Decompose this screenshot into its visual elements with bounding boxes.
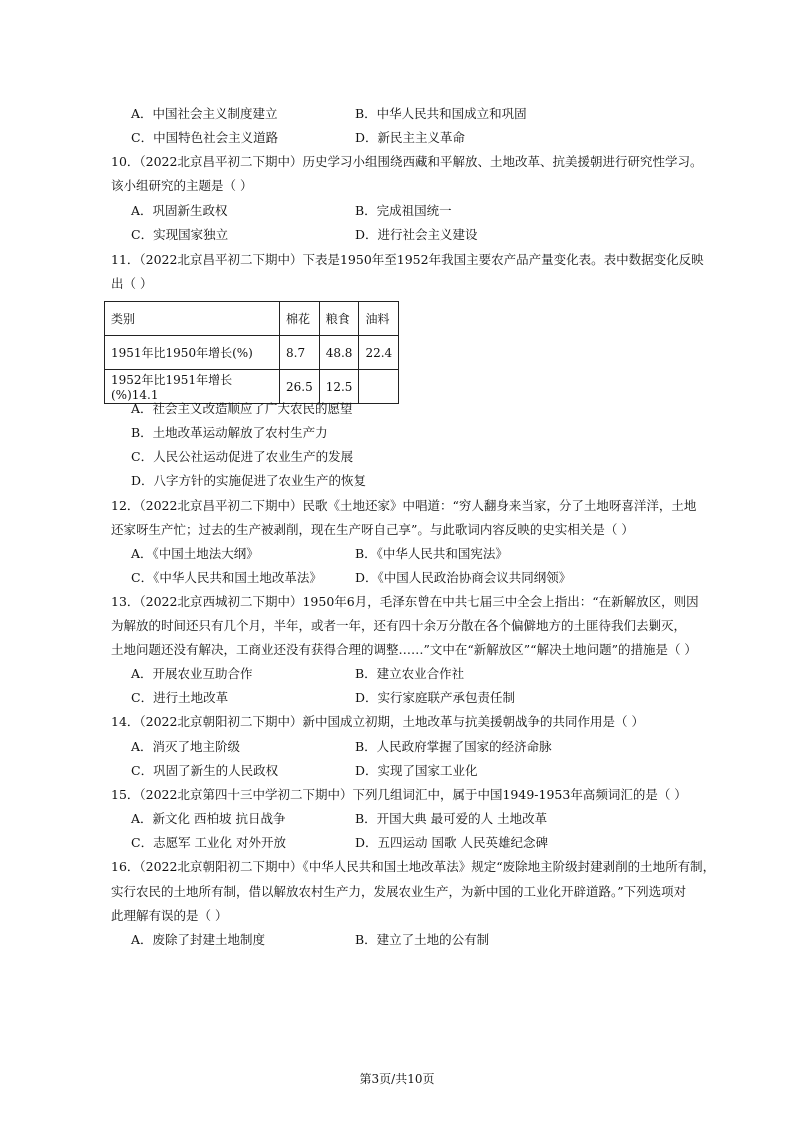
q11-option-c: C．人民公社运动促进了农业生产的发展: [131, 449, 354, 464]
table-row: [105, 370, 399, 404]
table-cell: 8.7: [280, 336, 320, 370]
q13-option-b: B．建立农业合作社: [355, 666, 465, 681]
q11-data-table: [104, 301, 399, 404]
q14-option-d: D．实现了国家工业化: [355, 763, 478, 778]
q12-stem-line2: 还家呀生产忙；过去的生产被剥削，现在生产呀自己享”。与此歌词内容反映的史实相关是（ ）: [111, 522, 634, 537]
q10-stem-line2: 该小组研究的主题是（ ）: [111, 178, 253, 193]
q11-option-d: D．八字方针的实施促进了农业生产的恢复: [131, 473, 367, 488]
q16-option-a: A．废除了封建土地制度: [131, 932, 266, 947]
q10-option-d: D．进行社会主义建设: [355, 227, 478, 242]
table-cell: 12.5: [319, 370, 359, 404]
q11-option-a: A．社会主义改造顺应了广大农民的愿望: [131, 401, 353, 416]
q15-option-d: D．五四运动 国歌 人民英雄纪念碑: [355, 835, 548, 850]
q13-stem-line1: 13．（2022北京西城初二下期中）1950年6月，毛泽东曾在中共七届三中全会上指出：“在新解放区，则因: [111, 594, 699, 609]
q9-option-b: B．中华人民共和国成立和巩固: [355, 106, 527, 121]
q14-option-a: A．消灭了地主阶级: [131, 739, 241, 754]
q9-option-d: D．新民主主义革命: [355, 130, 466, 145]
q14-option-b: B．人民政府掌握了国家的经济命脉: [355, 739, 552, 754]
q12-option-c: C．《中华人民共和国土地改革法》: [131, 570, 322, 585]
q13-stem-line2: 为解放的时间还只有几个月，半年，或者一年，还有四十余万分散在各个偏僻地方的土匪待我们去剿灭，: [111, 618, 687, 633]
q15-option-a: A．新文化 西柏坡 抗日战争: [131, 811, 286, 826]
q10-stem-line1: 10．（2022北京昌平初二下期中）历史学习小组围绕西藏和平解放、土地改革、抗美援朝进行研究性学习。: [111, 154, 703, 169]
q15-stem-line1: 15．（2022北京第四十三中学初二下期中）下列几组词汇中，属于中国1949-1953年高频词汇的是（ ）: [111, 787, 687, 802]
table-header-cell: 油料: [359, 302, 399, 336]
q12-option-a: A．《中国土地法大纲》: [131, 546, 259, 561]
q15-option-c: C．志愿军 工业化 对外开放: [131, 835, 287, 850]
q12-option-b: B．《中华人民共和国宪法》: [355, 546, 508, 561]
table-cell: 1952年比1951年增长(%)14.1: [105, 370, 280, 404]
q9-option-a: A．中国社会主义制度建立: [131, 106, 278, 121]
q13-option-d: D．实行家庭联产承包责任制: [355, 690, 516, 705]
table-cell: 22.4: [359, 336, 399, 370]
table-header-cell: 粮食: [319, 302, 359, 336]
q15-option-b: B．开国大典 最可爱的人 土地改革: [355, 811, 548, 826]
table-cell: [359, 370, 399, 404]
q16-stem-line2: 实行农民的土地所有制，借以解放农村生产力，发展农业生产，为新中国的工业化开辟道路。”下列选项对: [111, 884, 687, 899]
q13-option-c: C．进行土地改革: [131, 690, 229, 705]
table-cell: 1951年比1950年增长(%): [105, 336, 280, 370]
q10-option-b: B．完成祖国统一: [355, 203, 452, 218]
q11-stem-line2: 出（ ）: [111, 276, 153, 291]
q13-stem-line3: 土地问题还没有解决，工商业还没有获得合理的调整……”文中在“新解放区”“解决土地问题”的措施是（ ）: [111, 642, 697, 657]
q10-option-c: C．实现国家独立: [131, 227, 229, 242]
q16-stem-line1: 16．（2022北京朝阳初二下期中）《中华人民共和国土地改革法》规定“废除地主阶级封建剥削的土地所有制，: [111, 859, 716, 874]
q12-option-d: D．《中国人民政治协商会议共同纲领》: [355, 570, 572, 585]
table-cell: 26.5: [280, 370, 320, 404]
q16-option-b: B．建立了土地的公有制: [355, 932, 490, 947]
table-header-row: [105, 302, 399, 336]
page-number: 第3页/共10页: [359, 1072, 435, 1086]
q10-option-a: A．巩固新生政权: [131, 203, 228, 218]
table-row: [105, 336, 399, 370]
q11-option-b: B．土地改革运动解放了农村生产力: [131, 425, 328, 440]
q13-option-a: A．开展农业互助合作: [131, 666, 253, 681]
q14-option-c: C．巩固了新生的人民政权: [131, 763, 279, 778]
q12-stem-line1: 12．（2022北京昌平初二下期中）民歌《土地还家》中唱道：“穷人翻身来当家，分了土地呀喜洋洋，土地: [111, 498, 697, 513]
table-header-cell: 类别: [105, 302, 280, 336]
q11-stem-line1: 11．（2022北京昌平初二下期中）下表是1950年至1952年我国主要农产品产量变化表。表中数据变化反映: [111, 252, 704, 267]
table-header-cell: 棉花: [280, 302, 320, 336]
q9-option-c: C．中国特色社会主义道路: [131, 130, 279, 145]
q14-stem-line1: 14．（2022北京朝阳初二下期中）新中国成立初期，土地改革与抗美援朝战争的共同作用是（ ）: [111, 714, 644, 729]
table-cell: 48.8: [319, 336, 359, 370]
q16-stem-line3: 此理解有误的是（ ）: [111, 908, 228, 923]
